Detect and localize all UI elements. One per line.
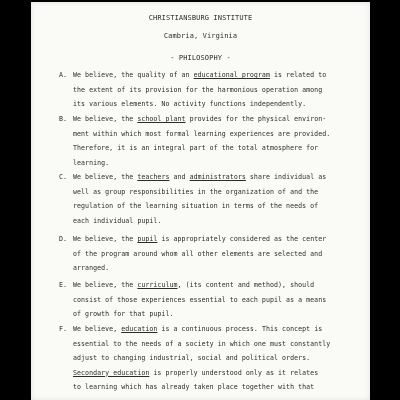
text-segment: We believe, the (73, 173, 138, 181)
item-text-line (73, 97, 349, 112)
item-text-line (73, 293, 349, 308)
item-text-line (73, 214, 349, 229)
item-letter: A. (59, 71, 67, 79)
text-segment: consist of those experiences essential to each pupil as a means (73, 295, 327, 304)
text-segment: We believe, the (73, 115, 138, 123)
philosophy-item (59, 170, 349, 228)
text-segment: We believe, the (73, 281, 138, 289)
item-text-line (73, 185, 349, 200)
philosophy-item (59, 232, 349, 276)
item-text-line (73, 170, 349, 185)
item-text-line (73, 112, 349, 127)
philosophy-item (59, 322, 349, 395)
text-segment: arranged. (73, 264, 110, 272)
text-segment: provides for the physical environ- (185, 115, 327, 123)
text-segment: Therefore, it is an integral part of the total atmosphere for (73, 144, 319, 152)
underlined-term: administrators (189, 173, 246, 181)
text-segment: is properly understood only as it relates (149, 368, 319, 377)
document-page (31, 2, 370, 400)
item-letter: B. (59, 115, 67, 123)
institution-title: CHRISTIANSBURG INSTITUTE (148, 14, 253, 22)
text-segment: and (169, 173, 190, 181)
underlined-term: curriculum (137, 281, 178, 289)
text-segment: is a continuous process. This concept is (157, 325, 323, 333)
underlined-term: school plant (137, 115, 186, 123)
item-text-line (73, 247, 349, 262)
underlined-term: teachers (137, 173, 170, 181)
philosophy-item (59, 278, 349, 322)
item-letter: F. (59, 325, 67, 333)
text-segment: is appropriately considered as the center (157, 235, 327, 243)
institution-location: Cambria, Virginia (163, 32, 238, 40)
item-text-line (73, 307, 349, 322)
item-text-line (73, 127, 349, 142)
item-text-line (73, 366, 349, 381)
item-text-line (73, 337, 349, 352)
item-text-line (73, 156, 349, 171)
item-text-line (73, 278, 349, 293)
text-segment: of growth for that pupil. (73, 310, 174, 318)
item-text-line (73, 351, 349, 366)
text-segment: We believe, the quality of an (73, 71, 194, 79)
text-segment: well as group responsibilities in the organization of and the (73, 187, 319, 196)
text-segment: its various elements. No activity functions independently. (73, 100, 307, 108)
text-segment: of the program around whom all other elements are selected and (73, 249, 323, 258)
text-segment: is related to (269, 71, 327, 79)
text-segment: each individual pupil. (73, 216, 162, 225)
section-title: - PHILOSOPHY - (170, 54, 231, 62)
underlined-term: education (121, 325, 158, 333)
text-segment: share individual as (245, 173, 327, 181)
item-text-line (73, 380, 349, 395)
item-letter: D. (59, 235, 67, 243)
item-text-line (73, 322, 349, 337)
text-segment: We believe, the (73, 235, 138, 243)
underlined-term: Secondary education (73, 368, 150, 377)
item-text-line (73, 83, 349, 98)
item-text-line (73, 199, 349, 214)
philosophy-item (59, 68, 349, 112)
text-segment: ment within which most formal learning experiences are provided. (73, 129, 331, 138)
text-segment: essential to the needs of a society in which one must constantly (73, 339, 331, 348)
text-segment: learning. (73, 158, 110, 167)
underlined-term: educational program (193, 71, 270, 79)
underlined-term: pupil (137, 235, 158, 243)
text-segment: adjust to changing industrial, social and political orders. (73, 354, 311, 362)
text-segment: , (its content and method), should (177, 281, 315, 289)
philosophy-item (59, 112, 349, 170)
text-segment: regulation of the learning situation in terms of the needs of (73, 202, 319, 210)
item-letter: C. (59, 173, 67, 181)
text-segment: the extent of its provision for the harmonious operation among (73, 85, 323, 94)
item-text-line (73, 261, 349, 276)
item-text-line (73, 232, 349, 247)
item-text-line (73, 68, 349, 83)
text-segment: We believe, (73, 325, 122, 333)
text-segment: to learning which has already taken place together with that (73, 383, 315, 391)
item-letter: E. (59, 281, 67, 289)
item-text-line (73, 141, 349, 156)
